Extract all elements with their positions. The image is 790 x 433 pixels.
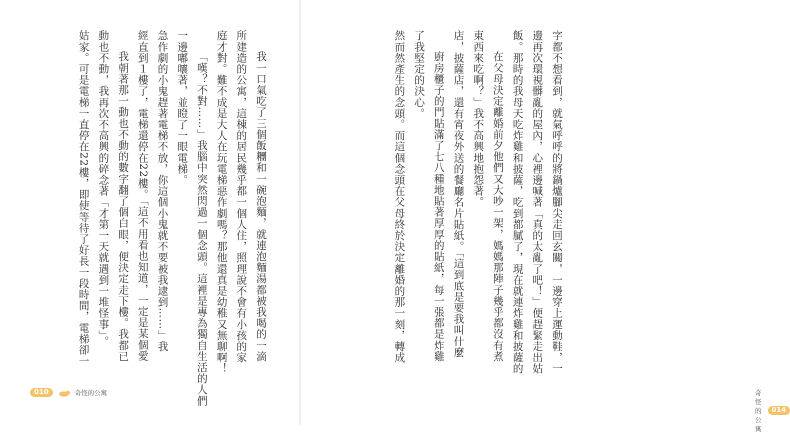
running-title: 奇怪的公寓 xyxy=(755,388,762,433)
text-line: 在父母決定離婚前夕他們又大吵一架，媽媽那陣子幾乎都沒有煮 xyxy=(487,30,507,355)
page-number: 010 xyxy=(30,388,53,397)
text-line: 所建造的公寓，這棟的居民幾乎都一個人住，照理說不會有小孩的家 xyxy=(231,30,251,355)
text-line: 店，披薩店，還有宵夜外送的餐廳名片貼紙。「這到底是要我叫什麼 xyxy=(448,30,468,355)
bird-icon xyxy=(57,389,71,397)
text-line: 飯。那時的我母天吃炸雞和披薩，吃到都膩了，現在就連炸雞和披薩的 xyxy=(507,30,527,355)
right-page xyxy=(300,0,600,425)
text-line: 我一口氣吃了三個飯糰和一碗泡麵，就連泡麵湯都被我喝的一滴 xyxy=(250,30,270,355)
text-line: 字都不想看到，就氣呼呼的將鍋爐腳尖走回玄關，一邊穿上運動鞋，一 xyxy=(546,30,566,355)
right-page-text xyxy=(389,30,566,355)
text-line: 急作劇的小鬼趕著電梯不放，你這個小鬼就不要被我逮到……」我 xyxy=(152,30,172,355)
text-line: 一邊嘟嚷著，並瞪了一眼電梯。 xyxy=(171,30,191,355)
text-line: 姑家。可是電梯一直停在22樓，即使等待了好長一段時間，電梯卻一 xyxy=(73,30,93,355)
left-page xyxy=(0,0,300,425)
text-line: 邊再次環視髒亂的屋內，心裡邊喊著「真的太亂了吧！」便趕緊走出姑 xyxy=(527,30,547,355)
right-footer xyxy=(755,388,790,433)
text-line: 廚房櫃子的門貼滿了七八種地貼著厚厚的貼紙，每一張都是炸雞 xyxy=(428,30,448,355)
text-line: 「嘆？不對……」我腦中突然閃過一個念頭。這裡是專為獨自生活的人們 xyxy=(191,30,211,355)
text-line: 然而然產生的念頭。而這個念頭在父母終於決定離婚的那一刻，轉成 xyxy=(389,30,409,355)
page-number: 014 xyxy=(768,406,790,415)
left-page-text xyxy=(73,30,270,355)
text-line: 動也不動，我再次不高興的碎念著「才第一天就遇到一堆怪事」。 xyxy=(93,30,113,355)
text-line: 了我堅定的決心。 xyxy=(408,30,428,355)
text-line: 東西來吃啊？」我不高興地抱怨著。 xyxy=(467,30,487,355)
text-line: 我朝著那一動也不動的數字翻了個白眼，便決定走下樓。我都已 xyxy=(112,30,132,355)
text-line: 經直到１樓了，電梯還停在22樓。「這不用看也知道，一定是某個愛 xyxy=(132,30,152,355)
running-title: 奇怪的公寓 xyxy=(75,388,108,397)
left-footer xyxy=(30,388,107,397)
text-line: 庭才對。難不成是大人在玩電梯惡作劇嗎？那他還真是幼稚又無聊啊！ xyxy=(211,30,231,355)
